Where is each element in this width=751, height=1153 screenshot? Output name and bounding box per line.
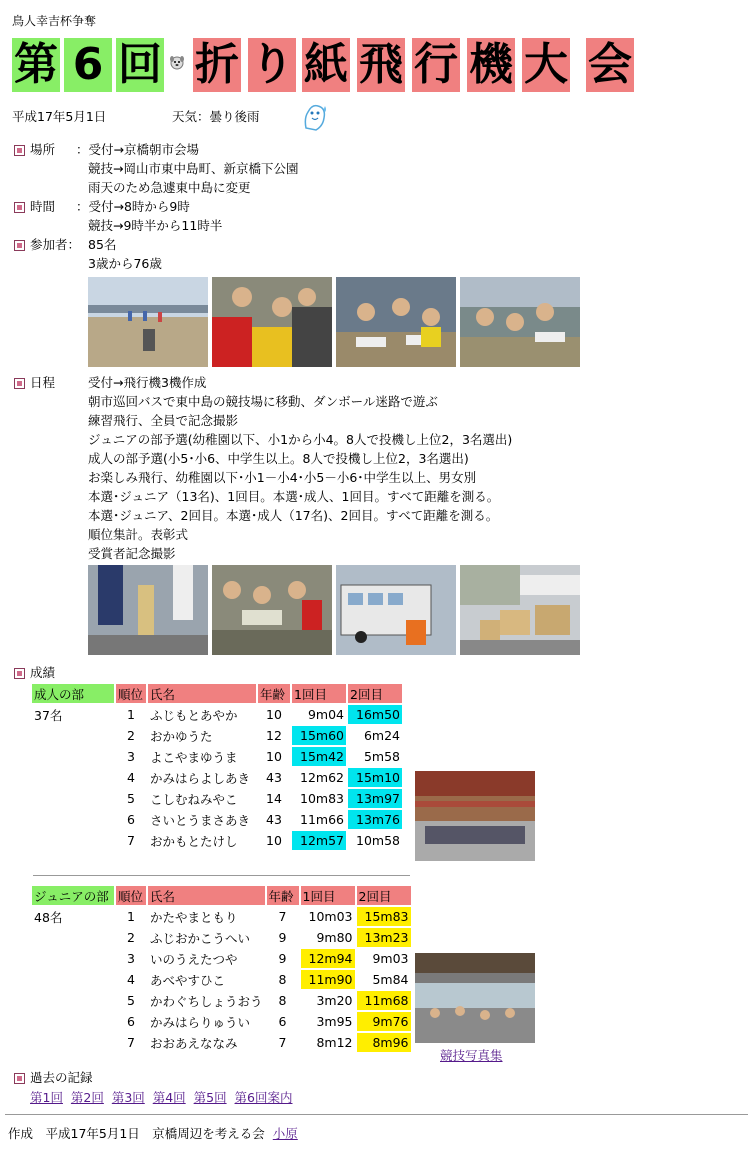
event-photo bbox=[336, 277, 456, 367]
junior-cell-round1: 8m12 bbox=[316, 1035, 353, 1050]
event-photo bbox=[460, 277, 580, 367]
adult-cell-age: 43 bbox=[266, 812, 282, 827]
adult-cell-name: おかゆうた bbox=[150, 728, 213, 744]
adult-header-round1: 1回目 bbox=[292, 684, 346, 703]
results-label: 成績 bbox=[30, 665, 56, 680]
junior-count bbox=[32, 1033, 114, 1052]
schedule-line: 受付→飛行機3機作成 bbox=[88, 375, 207, 390]
adult-count bbox=[32, 726, 114, 745]
event-photo bbox=[460, 565, 580, 655]
title-char: 紙 bbox=[304, 39, 348, 90]
adult-cell-rank: 4 bbox=[127, 770, 135, 785]
schedule-line: 本選･ジュニア、2回目。本選･成人（17名)、2回目。すべて距離を測る。 bbox=[88, 508, 499, 523]
adult-header-round2: 2回目 bbox=[348, 684, 402, 703]
junior-cell-name: おおあえななみ bbox=[150, 1035, 238, 1051]
junior-header-round1: 1回目 bbox=[301, 886, 355, 905]
title-char: 大 bbox=[524, 39, 568, 90]
participants-line: 85名 bbox=[88, 237, 117, 252]
junior-count bbox=[32, 928, 114, 947]
junior-cell-rank: 5 bbox=[127, 993, 135, 1008]
schedule-label: 日程 bbox=[30, 375, 56, 390]
footer-divider bbox=[5, 1114, 748, 1115]
results-photo bbox=[415, 953, 535, 1043]
weather-mascot-icon bbox=[296, 98, 332, 134]
past-link-2[interactable]: 第2回 bbox=[70, 1090, 104, 1105]
table-row bbox=[32, 907, 411, 926]
past-records-links bbox=[30, 1088, 292, 1106]
place-line: 雨天のため急遽東中島に変更 bbox=[88, 180, 251, 195]
bullet-icon bbox=[14, 145, 25, 156]
participants-line: 3歳から76歳 bbox=[88, 256, 162, 271]
bullet-icon bbox=[14, 202, 25, 213]
junior-header-round2: 2回目 bbox=[357, 886, 411, 905]
adult-count bbox=[32, 810, 114, 829]
adult-cell-rank: 2 bbox=[127, 728, 135, 743]
time-line: ：受付→8時から9時 bbox=[76, 199, 190, 214]
junior-count bbox=[32, 1012, 114, 1031]
junior-cell-rank: 4 bbox=[127, 972, 135, 987]
junior-cell-round1: 9m80 bbox=[316, 930, 353, 945]
schedule-line: お楽しみ飛行、幼稚園以下･小1－小4･小5－小6･中学生以上、男女別 bbox=[88, 470, 477, 485]
participants-label: 参加者： bbox=[30, 237, 81, 252]
adult-cell-age: 12 bbox=[266, 728, 282, 743]
past-link-4[interactable]: 第4回 bbox=[152, 1090, 186, 1105]
adult-cell-round2: 10m58 bbox=[356, 833, 400, 848]
adult-count: 37名 bbox=[34, 707, 63, 723]
junior-cell-round2: 15m83 bbox=[357, 907, 411, 926]
junior-cell-rank: 6 bbox=[127, 1014, 135, 1029]
adult-cell-rank: 1 bbox=[127, 707, 135, 722]
schedule-line: 朝市巡回バスで東中島の競技場に移動、ダンボール迷路で遊ぶ bbox=[88, 394, 438, 409]
adult-cell-name: かみはらよしあき bbox=[150, 770, 251, 786]
adult-cell-age: 43 bbox=[266, 770, 282, 785]
title-char: 機 bbox=[469, 39, 513, 90]
adult-cell-round2: 6m24 bbox=[363, 728, 400, 743]
title-char: 第 bbox=[14, 39, 58, 90]
adult-count bbox=[32, 789, 114, 808]
junior-cell-round2: 5m84 bbox=[372, 972, 409, 987]
results-photo bbox=[415, 771, 535, 861]
title-char: 6 bbox=[64, 38, 112, 92]
adult-cell-name: ふじもとあやか bbox=[150, 707, 238, 723]
footer bbox=[8, 1124, 298, 1142]
schedule-line: 順位集計。表彰式 bbox=[88, 527, 189, 542]
table-row bbox=[32, 768, 402, 787]
junior-cell-age: 9 bbox=[278, 930, 287, 945]
adult-cell-age: 14 bbox=[266, 791, 282, 806]
table-row bbox=[32, 726, 402, 745]
adult-cell-rank: 3 bbox=[127, 749, 135, 764]
schedule-line: ジュニアの部予選(幼稚園以下、小1から小4。8人で投機し上位2，3名選出) bbox=[88, 432, 513, 447]
table-row bbox=[32, 949, 411, 968]
adult-header-rank: 順位 bbox=[116, 684, 146, 703]
junior-cell-name: あべやすひこ bbox=[150, 972, 226, 988]
junior-cell-rank: 3 bbox=[127, 951, 135, 966]
event-photo bbox=[212, 565, 332, 655]
past-link-1[interactable]: 第1回 bbox=[30, 1090, 63, 1105]
schedule-line: 本選･ジュニア（13名)、1回目。本選･成人、1回目。すべて距離を測る。 bbox=[88, 489, 500, 504]
junior-cell-round2: 13m23 bbox=[357, 928, 411, 947]
bullet-icon bbox=[14, 378, 25, 389]
bullet-icon bbox=[14, 668, 25, 679]
table-row bbox=[32, 810, 402, 829]
junior-cell-name: かわぐちしょうおう bbox=[150, 993, 263, 1009]
adult-cell-round2: 15m10 bbox=[348, 768, 402, 787]
junior-count bbox=[32, 970, 114, 989]
adult-header-division: 成人の部 bbox=[32, 684, 114, 703]
bullet-icon bbox=[14, 1073, 25, 1084]
adult-cell-round2: 13m97 bbox=[348, 789, 402, 808]
place-line: 競技→岡山市東中島町、新京橋下公園 bbox=[88, 161, 299, 176]
adult-cell-round1: 12m62 bbox=[300, 770, 344, 785]
adult-cell-round2: 13m76 bbox=[348, 810, 402, 829]
adult-cell-rank: 5 bbox=[127, 791, 135, 806]
junior-cell-round1: 11m90 bbox=[301, 970, 355, 989]
junior-header-rank: 順位 bbox=[116, 886, 146, 905]
adult-cell-rank: 6 bbox=[127, 812, 135, 827]
adult-cell-age: 10 bbox=[266, 707, 282, 722]
table-row bbox=[32, 928, 411, 947]
junior-cell-round2: 9m03 bbox=[372, 951, 409, 966]
table-row bbox=[32, 747, 402, 766]
event-photo bbox=[336, 565, 456, 655]
junior-cell-round1: 12m94 bbox=[301, 949, 355, 968]
junior-cell-name: かみはらりゅうい bbox=[150, 1014, 251, 1030]
junior-cell-round1: 10m03 bbox=[308, 909, 353, 924]
event-subtitle: 鳥人幸吉杯争奪 bbox=[12, 14, 97, 28]
title-char: り bbox=[250, 39, 294, 90]
title-char: 回 bbox=[118, 39, 162, 90]
adult-count bbox=[32, 747, 114, 766]
junior-results-table bbox=[30, 884, 413, 1054]
schedule-line: 練習飛行、全員で記念撮影 bbox=[88, 413, 239, 428]
junior-cell-rank: 7 bbox=[127, 1035, 135, 1050]
junior-cell-round2: 8m96 bbox=[357, 1033, 411, 1052]
junior-cell-age: 9 bbox=[278, 951, 287, 966]
adult-cell-round1: 12m57 bbox=[292, 831, 346, 850]
junior-cell-round2: 11m68 bbox=[357, 991, 411, 1010]
time-line: 競技→9時半から11時半 bbox=[88, 218, 223, 233]
dog-icon bbox=[169, 54, 185, 70]
junior-cell-rank: 2 bbox=[127, 930, 135, 945]
place-label: 場所 bbox=[30, 142, 56, 157]
junior-count: 48名 bbox=[34, 909, 63, 925]
adult-results-table bbox=[30, 682, 404, 852]
adult-cell-round1: 15m60 bbox=[292, 726, 346, 745]
adult-header-age: 年齢 bbox=[258, 684, 290, 703]
title-char: 会 bbox=[588, 39, 632, 90]
adult-cell-name: さいとうまさあき bbox=[150, 812, 251, 828]
event-photo bbox=[88, 277, 208, 367]
junior-cell-age: 7 bbox=[278, 1035, 287, 1050]
adult-cell-round2: 5m58 bbox=[363, 749, 400, 764]
junior-cell-age: 8 bbox=[278, 972, 287, 987]
past-link-6[interactable]: 第6回案内 bbox=[234, 1090, 293, 1105]
time-label: 時間 bbox=[30, 199, 56, 214]
schedule-line: 受賞者記念撮影 bbox=[88, 546, 176, 561]
junior-header-division: ジュニアの部 bbox=[32, 886, 114, 905]
adult-cell-round2: 16m50 bbox=[348, 705, 402, 724]
adult-count bbox=[32, 831, 114, 850]
photo-gallery-link[interactable]: 競技写真集 bbox=[440, 1048, 503, 1063]
junior-header-name: 氏名 bbox=[148, 886, 265, 905]
junior-cell-round2: 9m76 bbox=[357, 1012, 411, 1031]
place-line: ：受付→京橋朝市会場 bbox=[76, 142, 199, 157]
event-photo bbox=[212, 277, 332, 367]
past-link-5[interactable]: 第5回 bbox=[193, 1090, 227, 1105]
junior-cell-rank: 1 bbox=[127, 909, 135, 924]
section-divider bbox=[33, 875, 410, 876]
junior-cell-age: 6 bbox=[278, 1014, 287, 1029]
event-date: 平成17年5月1日 bbox=[12, 109, 107, 124]
footer-text: 作成 平成17年5月1日 京橋周辺を考える会 bbox=[8, 1126, 265, 1141]
table-row bbox=[32, 789, 402, 808]
table-row bbox=[32, 991, 411, 1010]
table-row bbox=[32, 970, 411, 989]
adult-cell-age: 10 bbox=[266, 833, 282, 848]
title-char: 飛 bbox=[359, 39, 403, 90]
table-row bbox=[32, 831, 402, 850]
junior-cell-round1: 3m95 bbox=[316, 1014, 353, 1029]
title-char: 行 bbox=[414, 39, 458, 90]
adult-count bbox=[32, 768, 114, 787]
weather-text: 天気：曇り後雨 bbox=[172, 109, 260, 124]
table-row bbox=[32, 1033, 411, 1052]
adult-cell-round1: 15m42 bbox=[292, 747, 346, 766]
junior-cell-name: ふじおかこうへい bbox=[150, 930, 251, 946]
adult-cell-round1: 10m83 bbox=[300, 791, 344, 806]
junior-cell-name: かたやまともり bbox=[150, 909, 238, 925]
junior-header-age: 年齢 bbox=[267, 886, 299, 905]
adult-cell-age: 10 bbox=[266, 749, 282, 764]
adult-cell-round1: 9m04 bbox=[307, 707, 344, 722]
bullet-icon bbox=[14, 240, 25, 251]
adult-cell-rank: 7 bbox=[127, 833, 135, 848]
junior-cell-name: いのうえたつや bbox=[150, 951, 238, 967]
junior-cell-round1: 3m20 bbox=[316, 993, 353, 1008]
table-row bbox=[32, 705, 402, 724]
junior-cell-age: 7 bbox=[278, 909, 287, 924]
adult-cell-name: おかもとたけし bbox=[150, 833, 238, 849]
event-photo bbox=[88, 565, 208, 655]
adult-cell-name: こしむねみやこ bbox=[150, 791, 238, 807]
schedule-line: 成人の部予選(小5･小6、中学生以上。8人で投機し上位2，3名選出) bbox=[88, 451, 469, 466]
author-link[interactable]: 小原 bbox=[272, 1126, 298, 1141]
title-char: 折 bbox=[195, 39, 239, 90]
junior-cell-age: 8 bbox=[278, 993, 287, 1008]
junior-count bbox=[32, 949, 114, 968]
adult-cell-round1: 11m66 bbox=[300, 812, 344, 827]
adult-header-name: 氏名 bbox=[148, 684, 256, 703]
past-link-3[interactable]: 第3回 bbox=[111, 1090, 145, 1105]
junior-count bbox=[32, 991, 114, 1010]
past-records-label: 過去の記録 bbox=[30, 1070, 93, 1085]
adult-cell-name: よこやまゆうま bbox=[150, 749, 238, 765]
table-row bbox=[32, 1012, 411, 1031]
